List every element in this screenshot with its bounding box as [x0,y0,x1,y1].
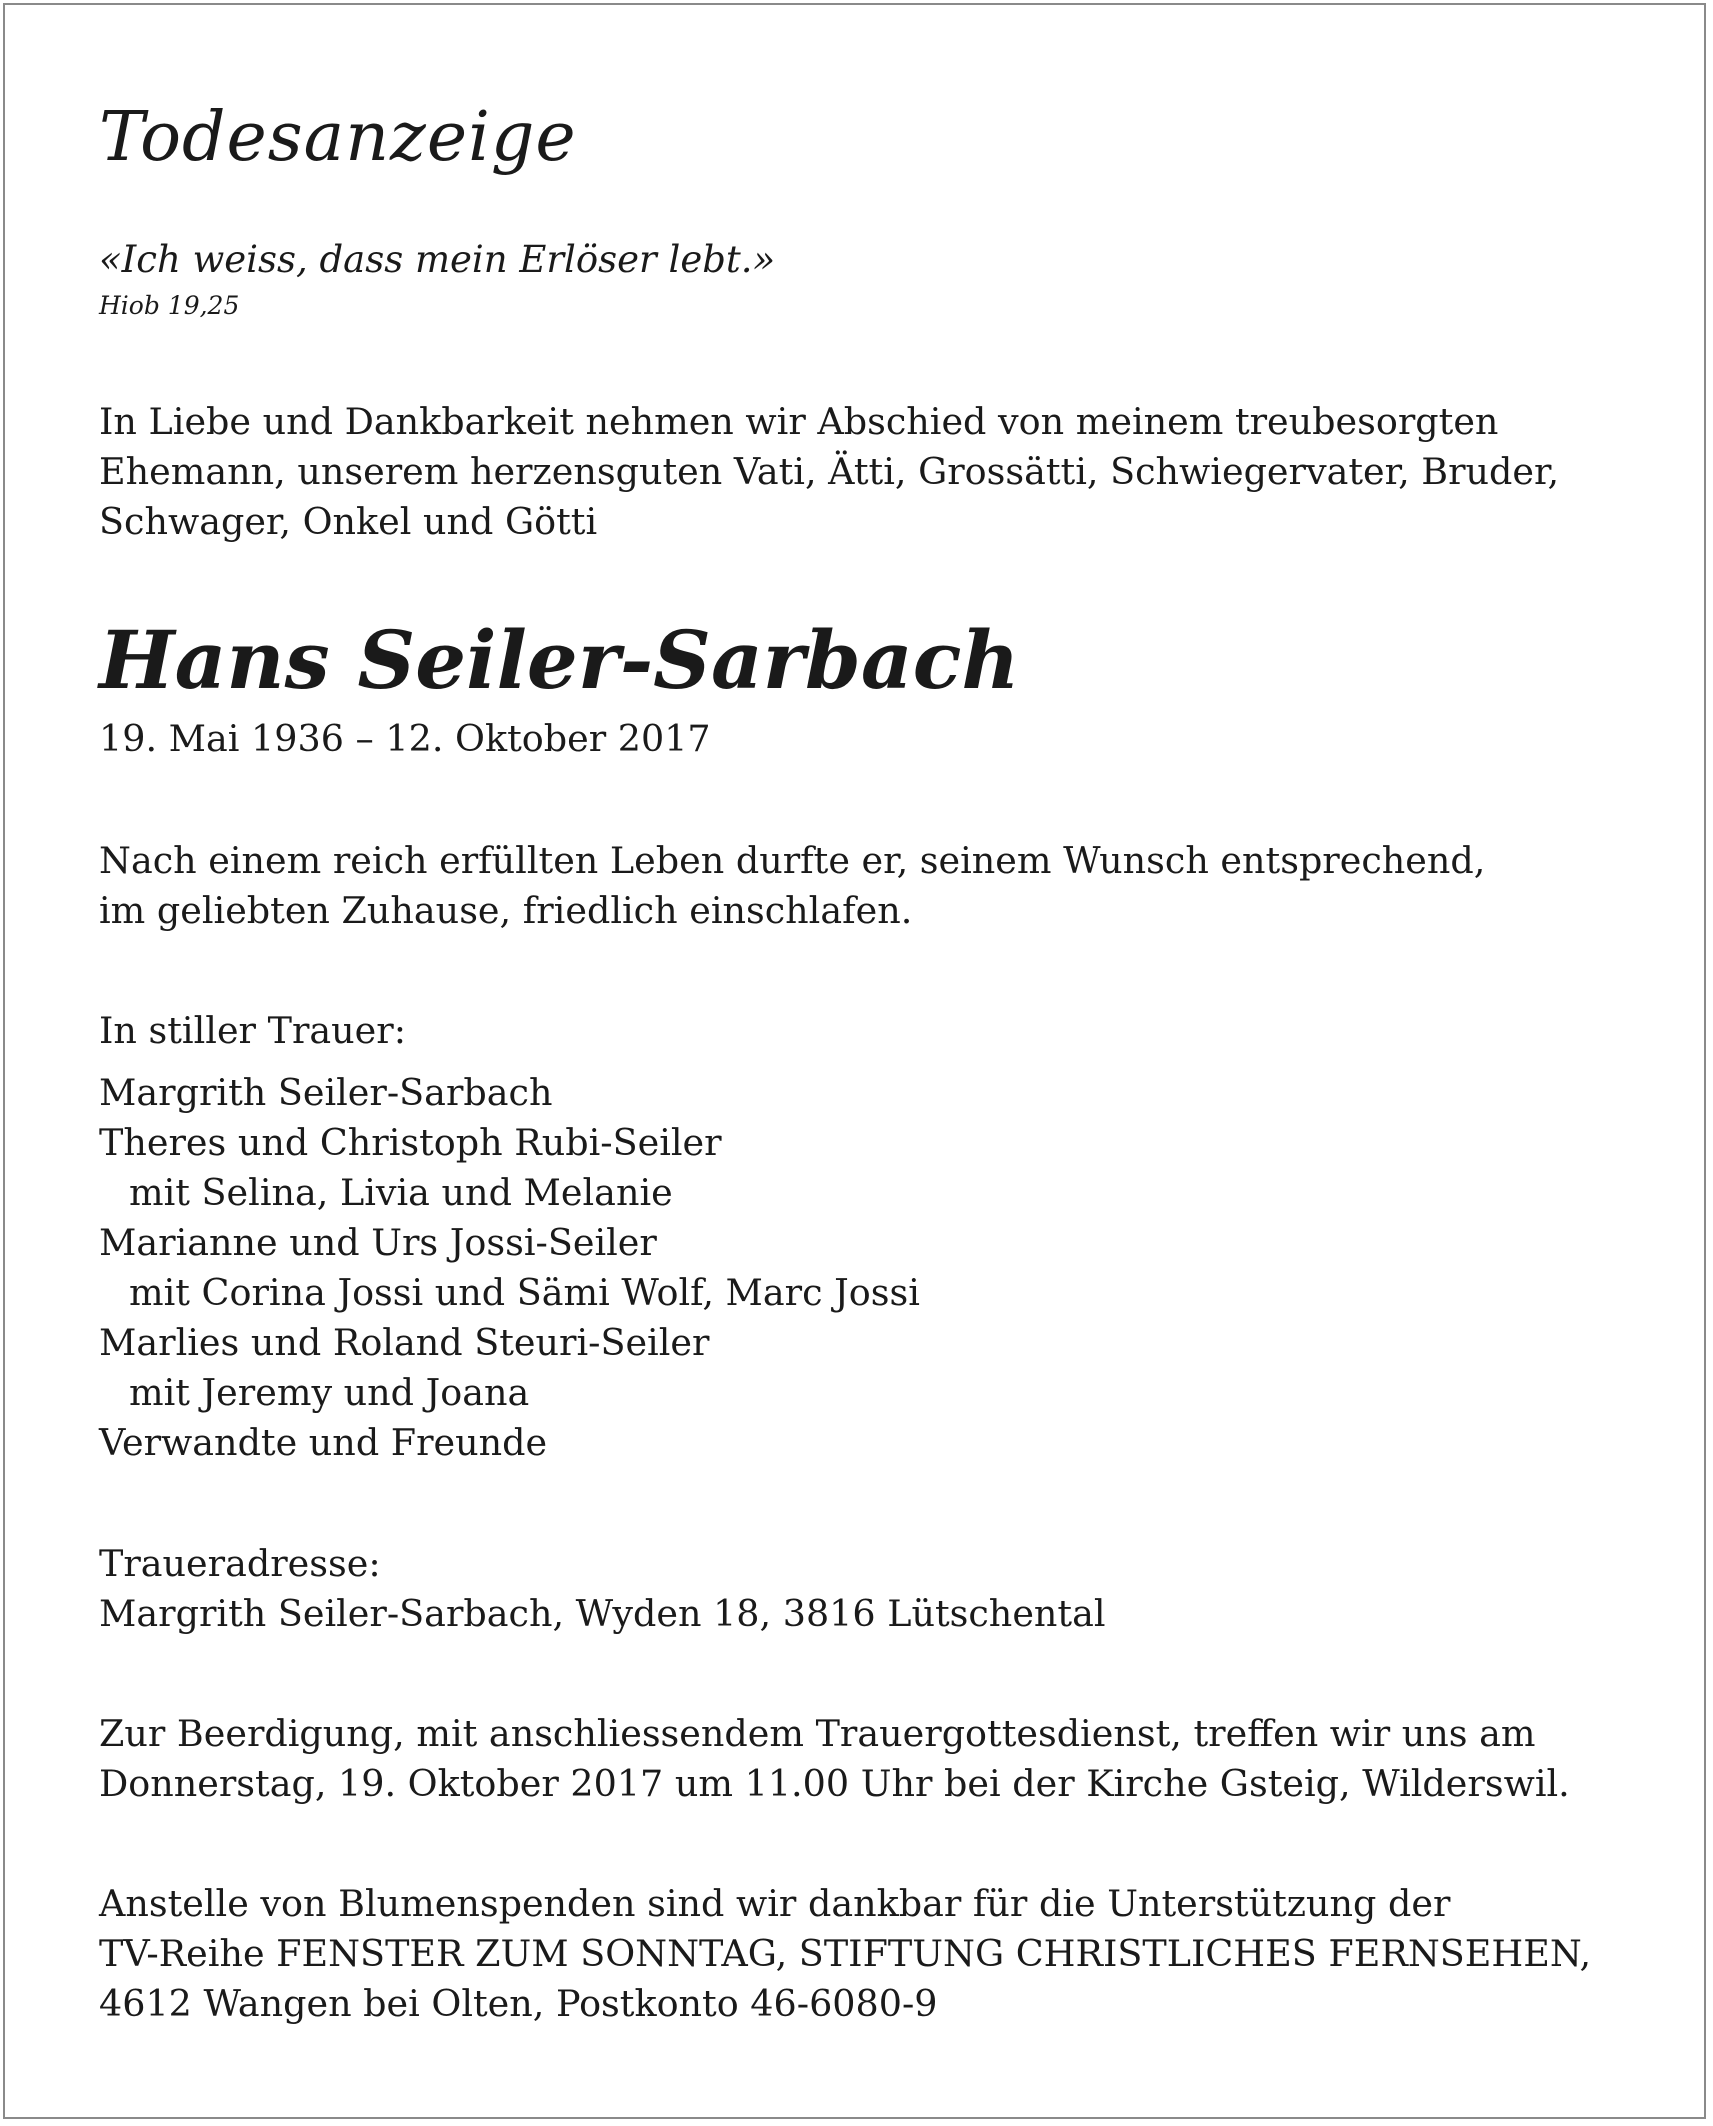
intro-paragraph [99,397,1559,547]
funeral-paragraph [99,1709,1570,1809]
donation-line: Anstelle von Blumenspenden sind wir dankbar für die Unterstützung der [99,1882,1451,1925]
mourner-entry: mit Corina Jossi und Sämi Wolf, Marc Jossi [129,1271,920,1314]
mourners-label-text: In stiller Trauer: [99,1009,407,1052]
address-value: Margrith Seiler-Sarbach, Wyden 18, 3816 Lütschental [99,1592,1106,1635]
mourner-entry: Margrith Seiler-Sarbach [99,1071,553,1114]
donation-paragraph [99,1879,1591,2029]
passing-paragraph [99,836,1485,936]
bible-quote: «Ich weiss, dass mein Erlöser lebt.» [99,238,776,281]
intro-line: Schwager, Onkel und Götti [99,500,598,543]
life-dates [99,714,711,764]
mourner-entry: mit Selina, Livia und Melanie [129,1171,673,1214]
funeral-line: Zur Beerdigung, mit anschliessendem Trauergottesdienst, treffen wir uns am [99,1712,1536,1755]
donation-line: TV-Reihe FENSTER ZUM SONNTAG, STIFTUNG CHRISTLICHES FERNSEHEN, [99,1932,1592,1975]
mourner-entry: Theres und Christoph Rubi-Seiler [99,1121,722,1164]
mourner-entry: Marianne und Urs Jossi-Seiler [99,1221,657,1264]
passing-line: im geliebten Zuhause, friedlich einschlafen. [99,889,913,932]
intro-line: Ehemann, unserem herzensguten Vati, Ätti, Grossätti, Schwiegervater, Bruder, [99,450,1560,493]
donation-line: 4612 Wangen bei Olten, Postkonto 46-6080-9 [99,1982,938,2025]
notice-heading: Todesanzeige [99,98,577,177]
mourner-entry: Verwandte und Freunde [99,1421,548,1464]
mourners-list [99,1068,920,1468]
funeral-line: Donnerstag, 19. Oktober 2017 um 11.00 Uhr bei der Kirche Gsteig, Wilderswil. [99,1762,1570,1805]
mourner-entry: Marlies und Roland Steuri-Seiler [99,1321,710,1364]
address-block [99,1539,1106,1639]
mourners-label [99,1006,406,1056]
mourner-entry: mit Jeremy und Joana [129,1371,530,1414]
life-dates-text: 19. Mai 1936 – 12. Oktober 2017 [99,717,711,760]
bible-quote-source: Hiob 19,25 [99,291,240,320]
deceased-name: Hans Seiler-Sarbach [99,613,1020,707]
intro-line: In Liebe und Dankbarkeit nehmen wir Abschied von meinem treubesorgten [99,400,1499,443]
address-label: Traueradresse: [99,1542,381,1585]
passing-line: Nach einem reich erfüllten Leben durfte er, seinem Wunsch entsprechend, [99,839,1486,882]
